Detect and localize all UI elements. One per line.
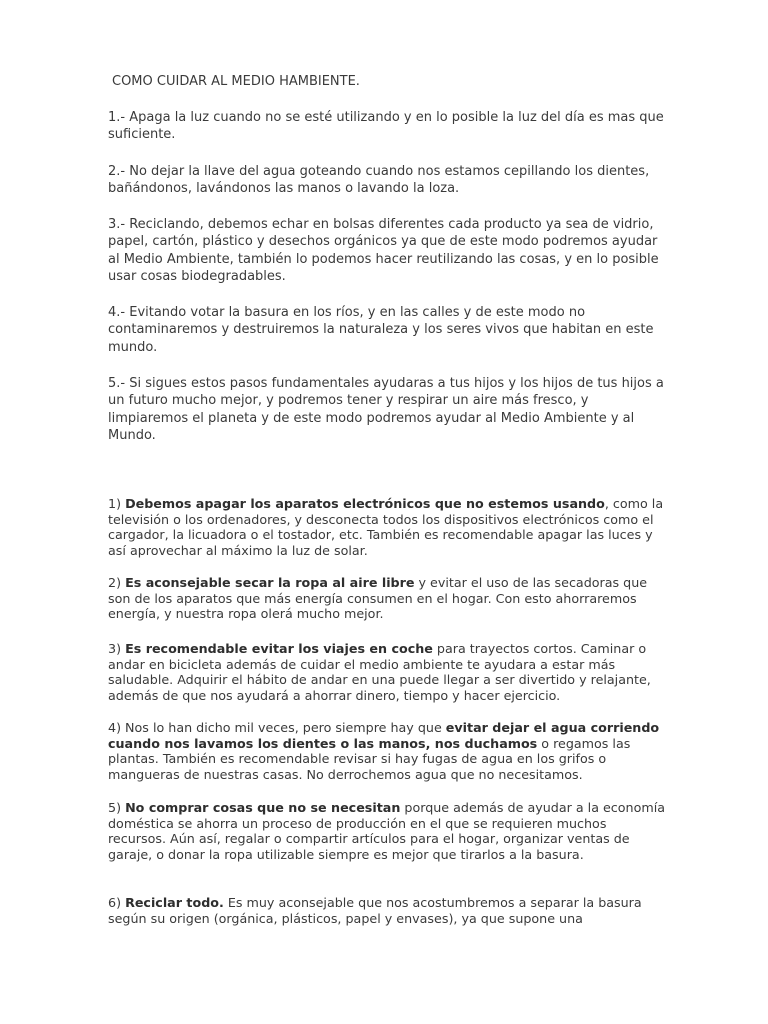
intro-paragraph-2: 2.- No dejar la llave del agua goteando cuando nos estamos cepillando los dientes, bañándonos, lavándonos las manos o lavando la loza. xyxy=(108,164,650,197)
tip-6-prefix: 6) xyxy=(108,895,126,910)
intro-paragraph-5: 5.- Si sigues estos pasos fundamentales ayudaras a tus hijos y los hijos de tus hijos a un futuro mucho mejor, y podremos tener y respirar un aire más fresco, y limpiaremos el planeta y de este modo podremos ayudar al Medio Ambiente y al Mundo. xyxy=(108,376,664,444)
tip-6-text: Es muy aconsejable que nos acostumbremos a separar la basura según su origen (orgánica, plásticos, papel y envases), ya que supone una xyxy=(108,895,642,926)
tip-4 xyxy=(108,720,668,782)
tip-2-bold: Es aconsejable secar la ropa al aire libre xyxy=(125,575,415,590)
tip-3-bold: Es recomendable evitar los viajes en coche xyxy=(125,641,433,656)
tip-2-text: y evitar el uso de las secadoras que son de los aparatos que más energía consumen en el hogar. Con esto ahorraremos energía, y nuestra ropa olerá mucho mejor. xyxy=(108,575,648,622)
tip-4-text: o regamos las plantas. También es recomendable revisar si hay fugas de agua en los grifos o mangueras de nuestras casas. No derrochemos agua que no necesitamos. xyxy=(108,735,631,782)
tip-5 xyxy=(108,800,668,862)
tip-3 xyxy=(108,641,668,703)
tip-5-prefix: 5) xyxy=(108,800,126,815)
tip-6 xyxy=(108,895,668,926)
page-title: COMO CUIDAR AL MEDIO HAMBIENTE. xyxy=(112,74,360,89)
intro-paragraph-1: 1.- Apaga la luz cuando no se esté utilizando y en lo posible la luz del día es mas que suficiente. xyxy=(108,110,664,143)
tip-3-text: para trayectos cortos. Caminar o andar en bicicleta además de cuidar el medio ambiente te ayudara a estar más saludable. Adquirir el hábito de andar en una puede llegar a ser divertido y relajante, además de que nos ayudará a ahorrar dinero, tiempo y hacer ejercicio. xyxy=(108,641,651,703)
tip-1-bold: Debemos apagar los aparatos electrónicos que no estemos usando xyxy=(125,496,605,511)
tip-1-text: , como la televisión o los ordenadores, y desconecta todos los dispositivos electrónicos como el cargador, la licuadora o el tostador, etc. También es recomendable apagar las luces y así aprovechar al máximo la luz de solar. xyxy=(108,496,664,558)
tip-5-bold: No comprar cosas que no se necesitan xyxy=(125,800,401,815)
tip-1 xyxy=(108,496,668,558)
tip-1-prefix: 1) xyxy=(108,496,126,511)
tip-5-text: porque además de ayudar a la economía doméstica se ahorra un proceso de producción en el que se requieren muchos recursos. Aún así, regalar o compartir artículos para el hogar, organizar ventas de garaje, o donar la ropa utilizable siempre es mejor que tirarlos a la basura. xyxy=(108,800,666,862)
intro-paragraph-3: 3.- Reciclando, debemos echar en bolsas diferentes cada producto ya sea de vidrio, papel, cartón, plástico y desechos orgánicos ya que de este modo podremos ayudar al Medio Ambiente, también lo podemos hacer reutilizando las cosas, y en lo posible usar cosas biodegradables. xyxy=(108,217,659,285)
intro-paragraph-4: 4.- Evitando votar la basura en los ríos, y en las calles y de este modo no contaminaremos y destruiremos la naturaleza y los seres vivos que habitan en este mundo. xyxy=(108,305,654,355)
tip-4-prefix: 4) Nos lo han dicho mil veces, pero siempre hay que xyxy=(108,720,446,735)
tip-2-prefix: 2) xyxy=(108,575,126,590)
tip-3-prefix: 3) xyxy=(108,641,126,656)
tip-2 xyxy=(108,575,668,622)
tip-6-bold: Reciclar todo. xyxy=(125,895,224,910)
tip-4-bold: evitar dejar el agua corriendo cuando nos lavamos los dientes o las manos, nos duchamos xyxy=(108,720,660,751)
